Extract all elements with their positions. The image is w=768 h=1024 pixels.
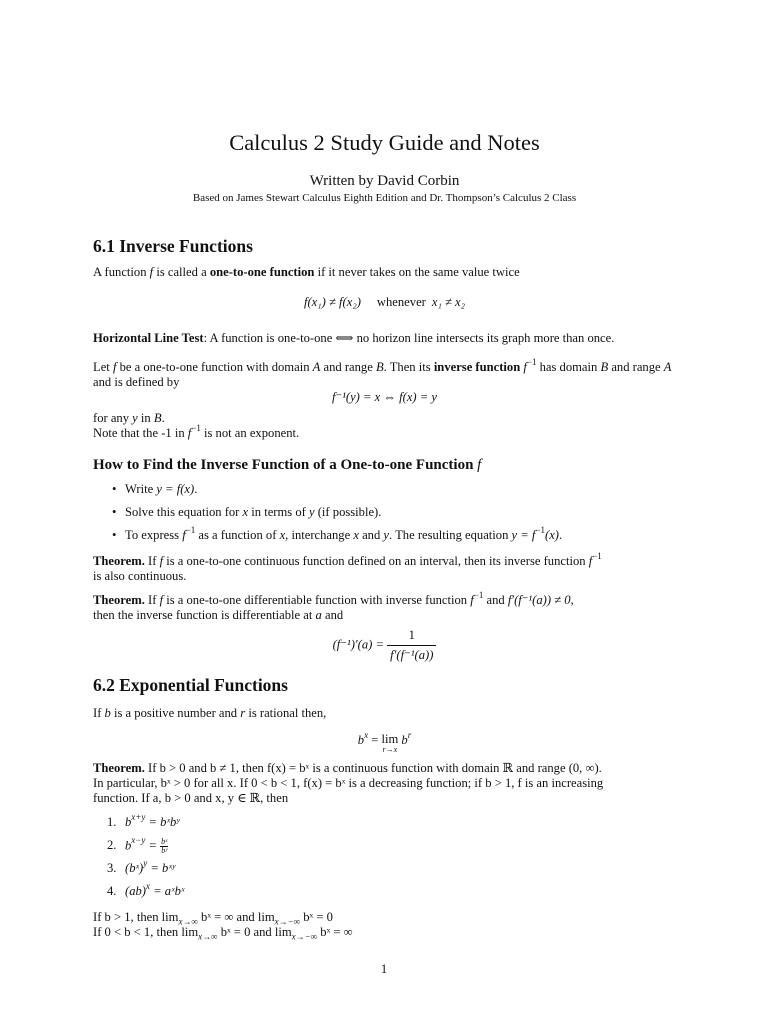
math-var: A (663, 360, 672, 374)
text-run: and range (320, 360, 376, 374)
math-var: B (375, 360, 384, 374)
term-inverse-function: inverse function (433, 360, 521, 374)
list-item (93, 880, 676, 907)
text-run: is called a (153, 265, 210, 279)
text-run: in (137, 411, 154, 425)
text-run: (if possible). (314, 505, 382, 519)
text-run: If (93, 706, 105, 720)
text-run: Let (93, 360, 113, 374)
text-run: bˣ = ∞ (317, 925, 353, 939)
text-run: for any (93, 411, 133, 425)
equation-one-to-one (93, 295, 676, 310)
equals-sign: = (368, 733, 382, 747)
text-run: if it never takes on the same value twice (314, 265, 520, 279)
math-var: f (112, 360, 117, 374)
math-var: f (523, 360, 527, 374)
math-var: f (149, 265, 154, 279)
equation-exponential-limit (93, 729, 676, 754)
text-run: and is defined by (93, 375, 180, 389)
superscript: x−y (131, 835, 146, 846)
limit-line-b-between-0-1 (93, 925, 676, 940)
text-run: is a one-to-one differentiable function with inverse function (163, 593, 471, 607)
text-run: . (161, 411, 165, 425)
limit-statements (93, 910, 676, 940)
math-var: f (470, 593, 474, 607)
text-run: is a one-to-one continuous function defined on an interval, then its inverse function (163, 554, 589, 568)
exponent-laws-list (93, 811, 676, 907)
term-one-to-one: one-to-one function (209, 265, 315, 279)
one-to-one-definition (93, 265, 676, 280)
text-run: function. If a, b > 0 and x, y ∈ ℝ, then (93, 791, 289, 805)
math-var: A (312, 360, 321, 374)
text-run: A function (93, 265, 150, 279)
text-run: Write (125, 482, 157, 496)
subscript: x→∞ (198, 931, 218, 942)
text-run: . The resulting equation (389, 528, 512, 542)
math-expr: = aˣbˣ (149, 884, 185, 898)
superscript: −1 (526, 356, 537, 367)
exponent-note (93, 422, 676, 441)
superscript: −1 (185, 524, 196, 535)
text-run: Solve this equation for (125, 505, 243, 519)
text-run: is also continuous. (93, 569, 187, 583)
text-run: If 0 < b < 1, then lim (93, 925, 199, 939)
math-var: b (104, 706, 111, 720)
section-heading-6-2: 6.2 Exponential Functions (93, 675, 288, 695)
math-var: B (153, 411, 162, 425)
page-number: 1 (380, 962, 388, 976)
text-run: in terms of (248, 505, 309, 519)
superscript: −1 (473, 589, 484, 600)
math-expr: = bˣbʸ (145, 815, 180, 829)
math-var: r (240, 706, 246, 720)
subscript: x→−∞ (291, 931, 318, 942)
equation-rhs: x₁ ≠ x₂ (431, 295, 466, 309)
text-run: . Then its (383, 360, 434, 374)
text-run: is rational then, (245, 706, 327, 720)
equation-base: b (401, 733, 408, 747)
math-expr: = bˣʸ (147, 861, 176, 875)
math-var: x (353, 528, 359, 542)
list-number: 3. (107, 861, 117, 875)
equation-inverse-derivative (93, 628, 676, 663)
text-run: and (358, 528, 384, 542)
text-run: bˣ = 0 (300, 910, 333, 924)
text-run: is not an exponent. (200, 426, 300, 440)
inverse-function-definition (93, 356, 676, 390)
exponential-intro (93, 706, 676, 721)
subscript: x→−∞ (274, 916, 301, 927)
theorem-exponential (93, 761, 683, 806)
text-run: : A function is one-to-one ⟺ no horizon line intersects its graph more than once. (203, 331, 615, 345)
limit-text: lim (381, 732, 399, 746)
text-run: , interchange (285, 528, 354, 542)
text-run: be a one-to-one function with domain (116, 360, 313, 374)
superscript: −1 (535, 524, 546, 535)
math-var: B (600, 360, 609, 374)
math-var: x (279, 528, 286, 542)
text-run: as a function of (195, 528, 280, 542)
text-run: and (321, 608, 344, 622)
text-run: , (570, 593, 574, 607)
text-run: If b > 1, then lim (93, 910, 179, 924)
math-var: y (309, 505, 315, 519)
fraction (160, 838, 168, 855)
math-expr: y = f(x) (156, 482, 195, 496)
text-run: If (144, 554, 160, 568)
math-expr: y = f (511, 528, 536, 542)
limit-operator (381, 733, 398, 754)
math-var: y (383, 528, 390, 542)
equation-whenever: whenever (376, 295, 426, 309)
theorem-label: Theorem. (93, 593, 145, 607)
fraction-denominator: bʸ (161, 846, 168, 855)
math-expr: b (125, 815, 132, 829)
text-run: then the inverse function is differentiable at (93, 608, 316, 622)
text-run: has domain (536, 360, 601, 374)
list-item (93, 857, 676, 884)
theorem-differentiability (93, 589, 676, 623)
math-var: f (159, 554, 164, 568)
list-item (93, 482, 676, 505)
subsection-heading-how-to (93, 456, 481, 474)
equation-base: b (357, 733, 365, 747)
math-var: x (242, 505, 249, 519)
math-expr: (ab) (125, 884, 146, 898)
list-number: 2. (107, 838, 117, 852)
superscript: y (143, 857, 148, 868)
math-expr: (bˣ) (125, 861, 144, 875)
math-expr: f′(f⁻¹(a)) ≠ 0 (507, 593, 571, 607)
math-var: f (182, 528, 186, 542)
theorem-label: Theorem. (93, 761, 145, 775)
list-item (93, 524, 676, 551)
math-expr: b (125, 838, 132, 853)
how-to-steps (93, 482, 676, 551)
text-run: If b > 0 and b ≠ 1, then f(x) = bˣ is a continuous function with domain ℝ and range (0, ∞). (144, 761, 602, 775)
math-expr: (x) (545, 528, 559, 542)
text-run: In particular, bˣ > 0 for all x. If 0 < b < 1, f(x) = bˣ is a decreasing function; if b > 1, f is an increasing (93, 776, 604, 790)
superscript: −1 (191, 422, 201, 433)
fraction-numerator: bˣ (161, 837, 168, 846)
text-run: If (144, 593, 160, 607)
superscript: x (145, 880, 150, 891)
superscript: −1 (592, 550, 602, 561)
term-horizontal-line-test: Horizontal Line Test (93, 331, 204, 345)
math-var: f (588, 554, 593, 568)
list-number: 1. (107, 815, 117, 829)
document-author: Written by David Corbin (309, 173, 460, 189)
theorem-label: Theorem. (93, 554, 145, 568)
math-var: f (159, 593, 164, 607)
document-source-note: Based on James Stewart Calculus Eighth Edition and Dr. Thompson’s Calculus 2 Class (192, 192, 577, 204)
text-run: is a positive number and (110, 706, 241, 720)
subsection-heading-text: How to Find the Inverse Function of a One-to-one Function (93, 457, 474, 473)
section-heading-6-1: 6.1 Inverse Functions (93, 236, 253, 256)
list-item (93, 505, 676, 528)
math-var: y (132, 411, 138, 425)
superscript: r (407, 729, 412, 740)
superscript: x+y (131, 811, 146, 822)
text-run: and range (608, 360, 664, 374)
limit-subscript: r→x (382, 745, 398, 754)
text-run: and (483, 593, 508, 607)
equation-inverse-definition (93, 390, 676, 405)
horizontal-line-test (93, 331, 676, 346)
text-run: bˣ = ∞ and lim (197, 910, 275, 924)
text-run: . (194, 482, 198, 496)
theorem-continuity (93, 550, 676, 584)
subscript: x→∞ (178, 916, 198, 927)
list-number: 4. (107, 884, 117, 898)
fraction-denominator: f′(f⁻¹(a)) (390, 648, 434, 662)
equation-inverse: f⁻¹(y) = x ⇔ f(x) = y (331, 390, 438, 404)
limit-line-b-greater-1 (93, 910, 676, 925)
math-var: f (187, 426, 192, 440)
text-run: To express (125, 528, 183, 542)
equation-lhs: (f⁻¹)′(a) = (332, 637, 384, 652)
math-var: f (477, 457, 482, 473)
text-run: bˣ = 0 and lim (217, 925, 292, 939)
equation-lhs: f(x₁) ≠ f(x₂) (303, 295, 361, 309)
list-item (93, 835, 676, 861)
fraction (387, 628, 436, 663)
list-item (93, 811, 676, 838)
math-var: a (315, 608, 322, 622)
fraction-numerator: 1 (387, 628, 436, 646)
text-run: Note that the -1 in (93, 426, 188, 440)
math-expr: = (145, 838, 161, 853)
document-title: Calculus 2 Study Guide and Notes (229, 130, 540, 155)
text-run: . (559, 528, 563, 542)
superscript: x (364, 729, 369, 740)
for-any-y-note (93, 411, 676, 426)
